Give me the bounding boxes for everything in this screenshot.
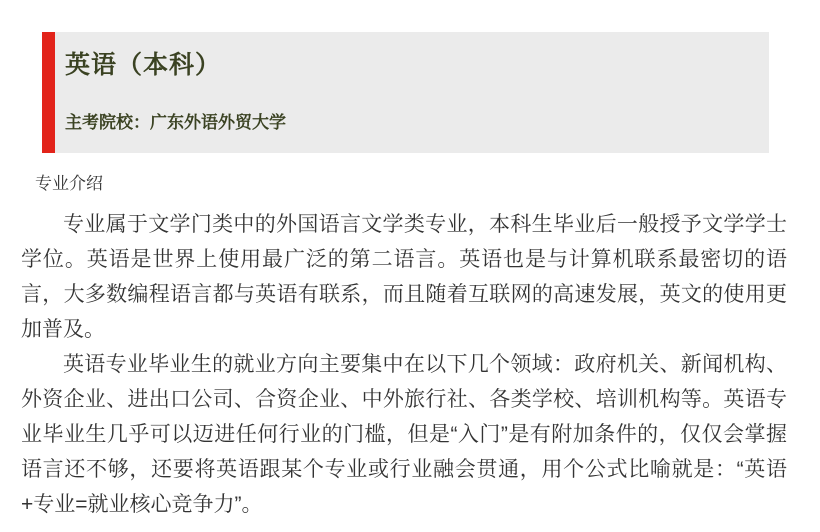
host-university-label: 主考院校：广东外语外贸大学 [65, 113, 286, 132]
intro-paragraph: 英语专业毕业生的就业方向主要集中在以下几个领域：政府机关、新闻机构、外资企业、进出口公司、合资企业、中外旅行社、各类学校、培训机构等。英语专业毕业生几乎可以迈进任何行业的门槛，但是“入门”是有附加条件的，仅仅会掌握语言还不够，还要将英语跟某个专业或行业融会贯通，用个公式比喻就是：“英语+专业=就业核心竞争力”。 [21, 353, 787, 516]
section-heading-major-intro: 专业介绍 [35, 174, 103, 193]
red-accent-bar [42, 32, 55, 153]
content-area [21, 153, 787, 522]
major-header-card [42, 32, 769, 153]
intro-paragraphs [21, 207, 787, 522]
header-body [55, 32, 769, 153]
intro-paragraph: 专业属于文学门类中的外国语言文学类专业，本科生毕业后一般授予文学学士学位。英语是世界上使用最广泛的第二语言。英语也是与计算机联系最密切的语言，大多数编程语言都与英语有联系，而且随着互联网的高速发展，英文的使用更加普及。 [21, 213, 787, 341]
major-title: 英语（本科） [65, 51, 222, 79]
